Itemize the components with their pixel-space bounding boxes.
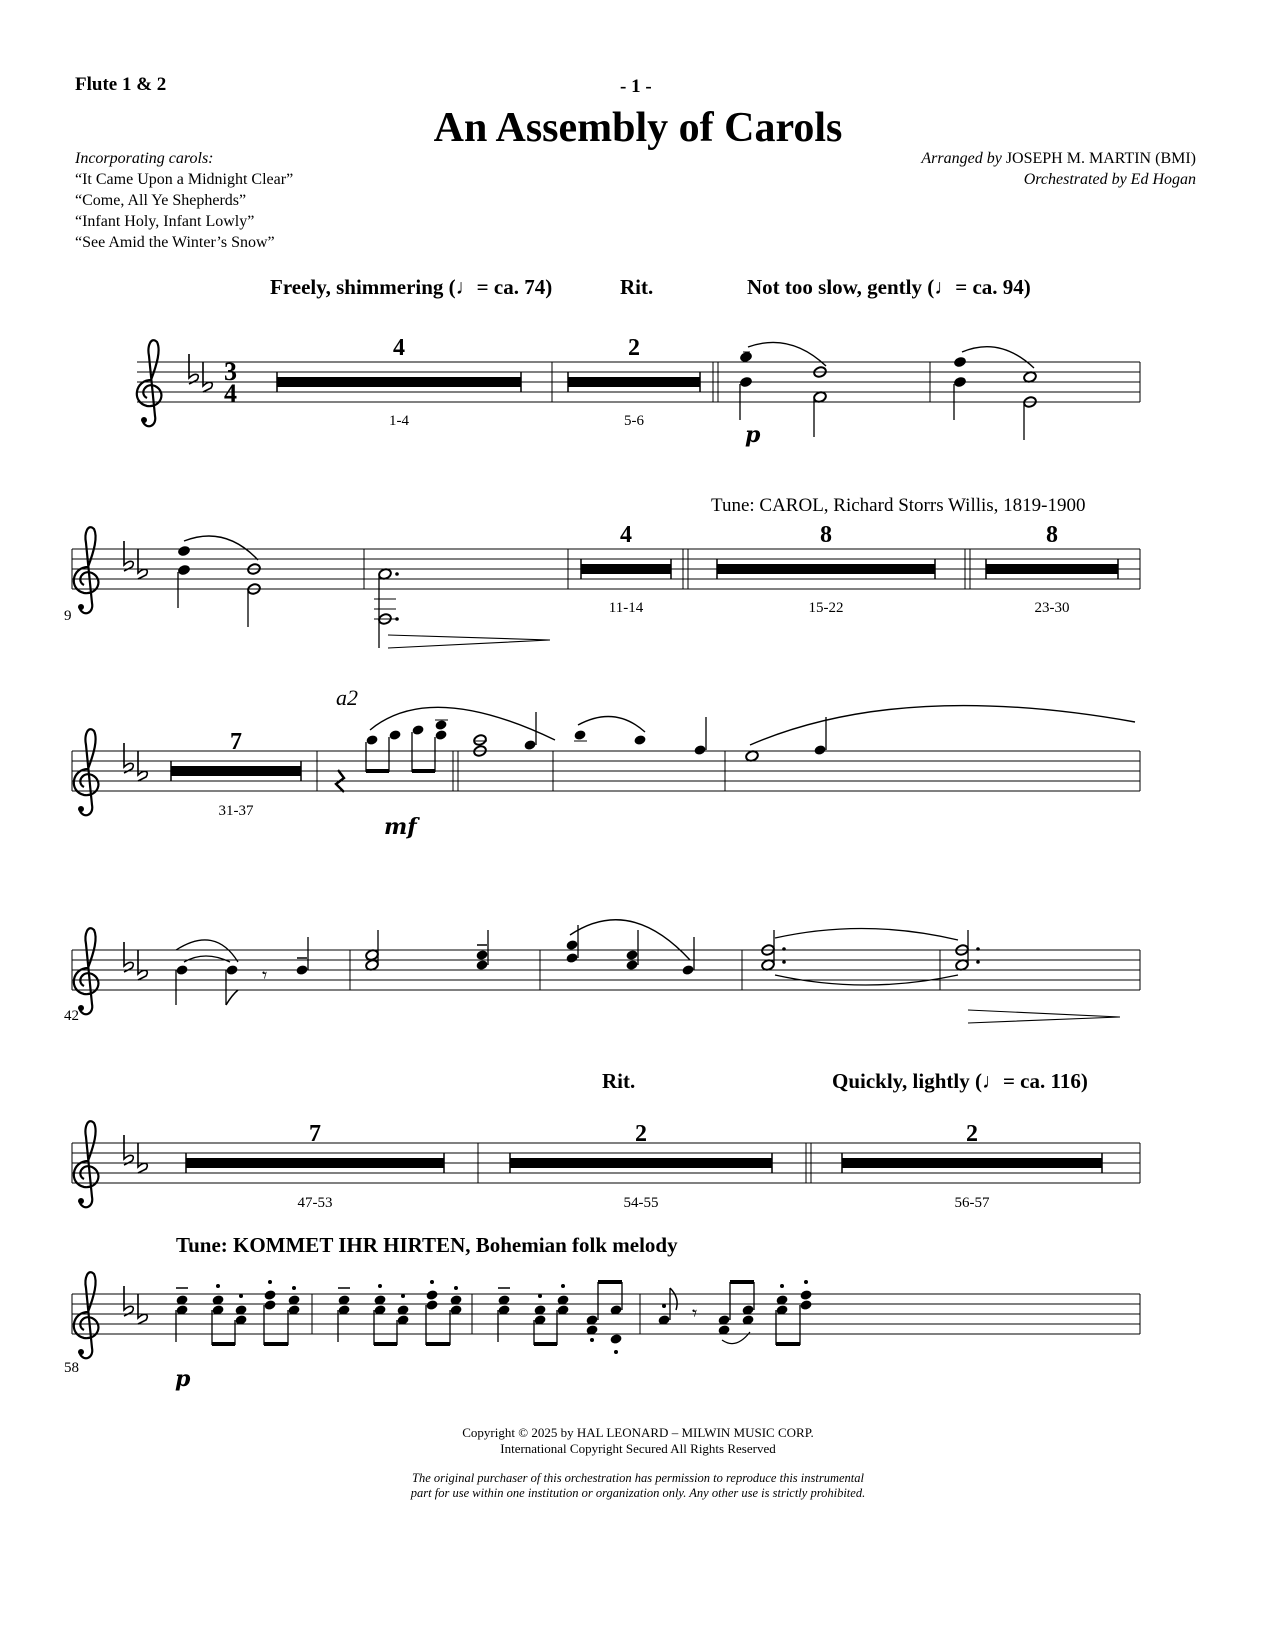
- tempo-text: Quickly, lightly (: [832, 1069, 982, 1093]
- a2-marking: a2: [336, 685, 358, 710]
- staff-system-1: [137, 335, 1140, 448]
- key-signature-flats-icon: [189, 354, 212, 392]
- ritardando-1: Rit.: [620, 275, 654, 299]
- incorporating-label: Incorporating carols:: [75, 150, 214, 167]
- treble-clef-icon: [137, 340, 162, 426]
- tune-credit-kommet: Tune: KOMMET IHR HIRTEN, Bohemian folk melody: [176, 1233, 678, 1257]
- note-group: [365, 930, 489, 971]
- eighth-rest-icon: 𝄾: [692, 1303, 698, 1325]
- note-group: [745, 706, 1135, 763]
- measure-range: 1-4: [389, 413, 409, 429]
- rights-notice: International Copyright Secured All Rights Reserved: [500, 1441, 776, 1456]
- measure-range: 15-22: [808, 600, 844, 616]
- dynamic-piano: p: [745, 422, 761, 448]
- multi-rest-count: 2: [628, 335, 640, 361]
- measure-number: 9: [64, 608, 72, 624]
- decrescendo-hairpin: [388, 635, 550, 648]
- multi-rest-count: 2: [635, 1121, 647, 1147]
- usage-notice-line-2: part for use within one institution or organization only. Any other use is strictly prohibited.: [410, 1486, 866, 1500]
- key-signature-flats-icon: [124, 1286, 147, 1324]
- treble-clef-icon: [74, 1121, 99, 1207]
- copyright-notice: Copyright © 2025 by HAL LEONARD – MILWIN MUSIC CORP.: [462, 1425, 814, 1440]
- measure-range: 47-53: [297, 1195, 333, 1211]
- ritardando-2: Rit.: [602, 1069, 636, 1093]
- carol-item: “It Came Upon a Midnight Clear”: [75, 171, 294, 188]
- multi-rest-count: 7: [230, 729, 242, 755]
- key-signature-flats-icon: [124, 541, 147, 579]
- arranged-by-label: Arranged by: [921, 150, 1002, 167]
- multi-rest-count: 4: [620, 522, 632, 548]
- treble-clef-icon: [74, 527, 99, 613]
- measure-range: 5-6: [624, 413, 644, 429]
- decrescendo-hairpin: [968, 1010, 1120, 1023]
- measure-range: 54-55: [623, 1195, 659, 1211]
- staff-system-2: [64, 522, 1140, 648]
- staff-system-5: [72, 1121, 1140, 1211]
- staff-system-4: [64, 920, 1140, 1024]
- measure-range: 31-37: [218, 803, 254, 819]
- eighth-rest-icon: 𝄾: [262, 965, 268, 987]
- quarter-note-icon: ♩: [981, 1069, 1003, 1093]
- tempo-text: Not too slow, gently (: [747, 275, 935, 299]
- tempo-bpm: = ca. 116): [1002, 1069, 1088, 1093]
- tempo-bpm: = ca. 94): [955, 275, 1031, 299]
- staccato-chords: [337, 1280, 462, 1346]
- carol-item: “See Amid the Winter’s Snow”: [75, 234, 275, 251]
- staff-system-6: [64, 1272, 1140, 1392]
- arranger-name: JOSEPH M. MARTIN (BMI): [1005, 150, 1196, 167]
- time-signature-top: 3: [224, 357, 237, 386]
- staccato-chords: [175, 1280, 300, 1346]
- measure-range: 23-30: [1034, 600, 1070, 616]
- note-group: [175, 937, 308, 1005]
- page-number: - 1 -: [620, 76, 652, 97]
- dynamic-piano: p: [175, 1366, 191, 1392]
- carol-item: “Infant Holy, Infant Lowly”: [75, 213, 255, 230]
- treble-clef-icon: [74, 1272, 99, 1358]
- note-group: [573, 716, 706, 755]
- note-group: [761, 928, 980, 985]
- quarter-note-icon: ♩: [455, 275, 477, 299]
- measure-range: 11-14: [608, 600, 644, 616]
- treble-clef-icon: [74, 928, 99, 1014]
- tempo-bpm: = ca. 74): [476, 275, 553, 299]
- key-signature-flats-icon: [124, 942, 147, 980]
- dynamic-mezzo-forte: mf: [384, 814, 417, 840]
- multi-rest-count: 8: [1046, 522, 1058, 548]
- multi-rest-count: 7: [309, 1121, 321, 1147]
- measure-number: 58: [64, 1360, 79, 1376]
- staccato-chords: [497, 1280, 622, 1354]
- beamed-notes: [365, 707, 555, 773]
- treble-clef-icon: [74, 729, 99, 815]
- note-group: [177, 536, 261, 627]
- staff-system-3: [72, 685, 1140, 840]
- key-signature-flats-icon: [124, 743, 147, 781]
- key-signature-flats-icon: [124, 1135, 147, 1173]
- orchestrator: Orchestrated by Ed Hogan: [1023, 171, 1196, 188]
- multi-rest-count: 2: [966, 1121, 978, 1147]
- part-name: Flute 1 & 2: [75, 74, 167, 95]
- piece-title: An Assembly of Carols: [433, 105, 843, 151]
- carol-item: “Come, All Ye Shepherds”: [75, 192, 247, 209]
- note-group: [953, 347, 1037, 440]
- measure-range: 56-57: [954, 1195, 990, 1211]
- usage-notice-line-1: The original purchaser of this orchestration has permission to reproduce this instrumental: [412, 1471, 864, 1485]
- time-signature-bottom: 4: [224, 379, 237, 408]
- multi-rest-count: 4: [393, 335, 405, 361]
- note-group: [565, 920, 694, 976]
- tune-credit-carol: Tune: CAROL, Richard Storrs Willis, 1819-1900: [711, 495, 1086, 516]
- multi-rest-count: 8: [820, 522, 832, 548]
- quarter-note-icon: ♩: [934, 275, 956, 299]
- measure-number: 42: [64, 1008, 79, 1024]
- note-group: [374, 568, 399, 648]
- tempo-text: Freely, shimmering (: [270, 275, 456, 299]
- note-group: [657, 1280, 812, 1346]
